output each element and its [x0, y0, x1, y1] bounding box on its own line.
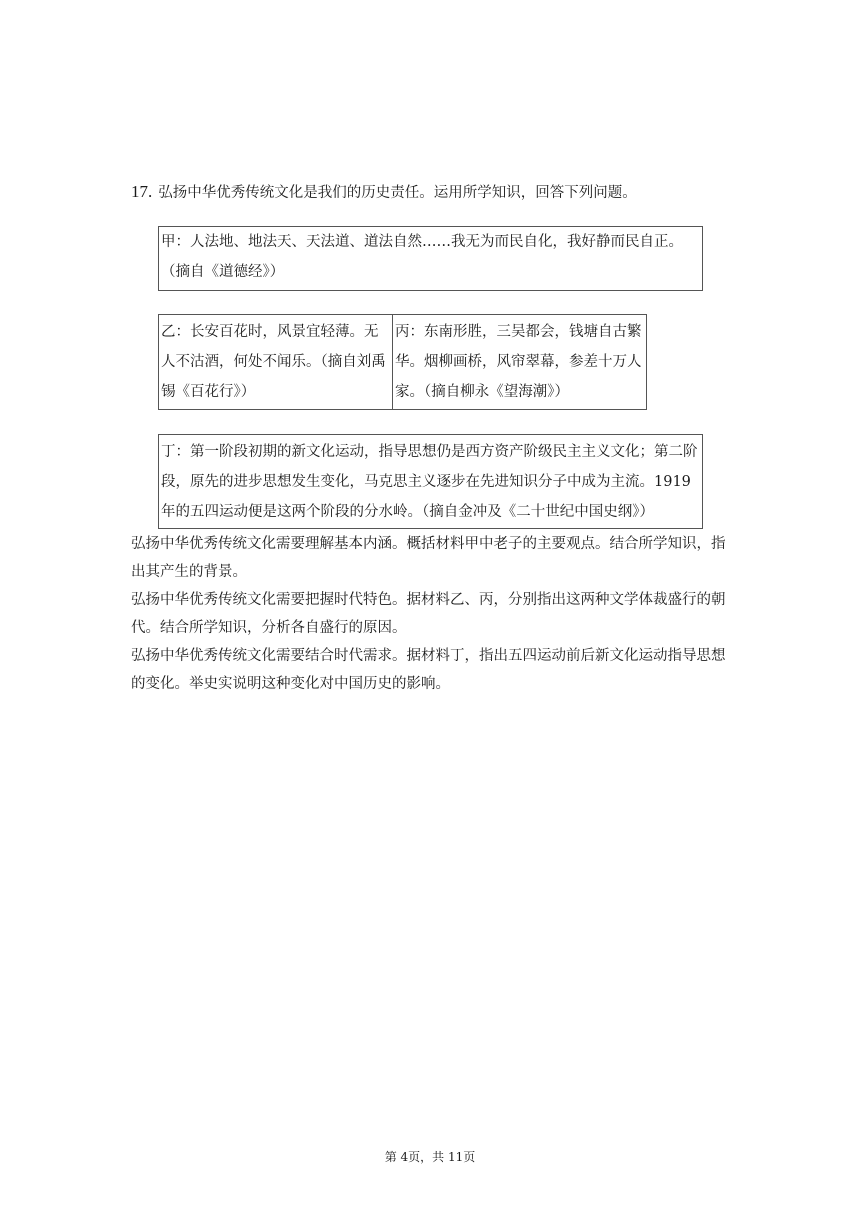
material-yi-cell — [159, 315, 393, 409]
material-jia-box — [158, 226, 703, 291]
material-yi-text: 乙：长安百花时，风景宜轻薄。无人不沽酒，何处不闻乐。（摘自刘禹锡《百花行》） — [161, 324, 386, 400]
question-number: 17. — [131, 182, 153, 201]
question-stem: 弘扬中华优秀传统文化是我们的历史责任。运用所学知识，回答下列问题。 — [158, 185, 637, 201]
material-jia-text: 甲：人法地、地法天、天法道、道法自然……我无为而民自化，我好静而民自正。（摘自《道德经》） — [161, 234, 683, 280]
material-bing-text: 丙：东南形胜，三吴都会，钱塘自古繁华。烟柳画桥，风帘翠幕，参差十万人家。（摘自柳永《望海潮》） — [395, 324, 642, 400]
material-ding-text: 丁：第一阶段初期的新文化运动，指导思想仍是西方资产阶级民主主义文化；第二阶段，原先的进步思想发生变化，马克思主义逐步在先进知识分子中成为主流。1919年的五四运动便是这两个阶段的分水岭。（摘自金冲及《二十世纪中国史纲》） — [161, 444, 698, 520]
sub-question-2: 弘扬中华优秀传统文化需要把握时代特色。据材料乙、丙，分别指出这两种文学体裁盛行的朝代。结合所学知识，分析各自盛行的原因。 — [131, 592, 726, 636]
material-ding-box — [158, 434, 703, 529]
material-bing-cell — [393, 315, 646, 409]
question-17 — [131, 180, 736, 205]
sub-question-1: 弘扬中华优秀传统文化需要理解基本内涵。概括材料甲中老子的主要观点。结合所学知识，指出其产生的背景。 — [131, 536, 726, 580]
page-footer: 第 4页，共 11页 — [384, 1150, 476, 1164]
sub-question-3: 弘扬中华优秀传统文化需要结合时代需求。据材料丁，指出五四运动前后新文化运动指导思想的变化。举史实说明这种变化对中国历史的影响。 — [131, 648, 726, 692]
material-yi-bing-table — [158, 314, 647, 410]
